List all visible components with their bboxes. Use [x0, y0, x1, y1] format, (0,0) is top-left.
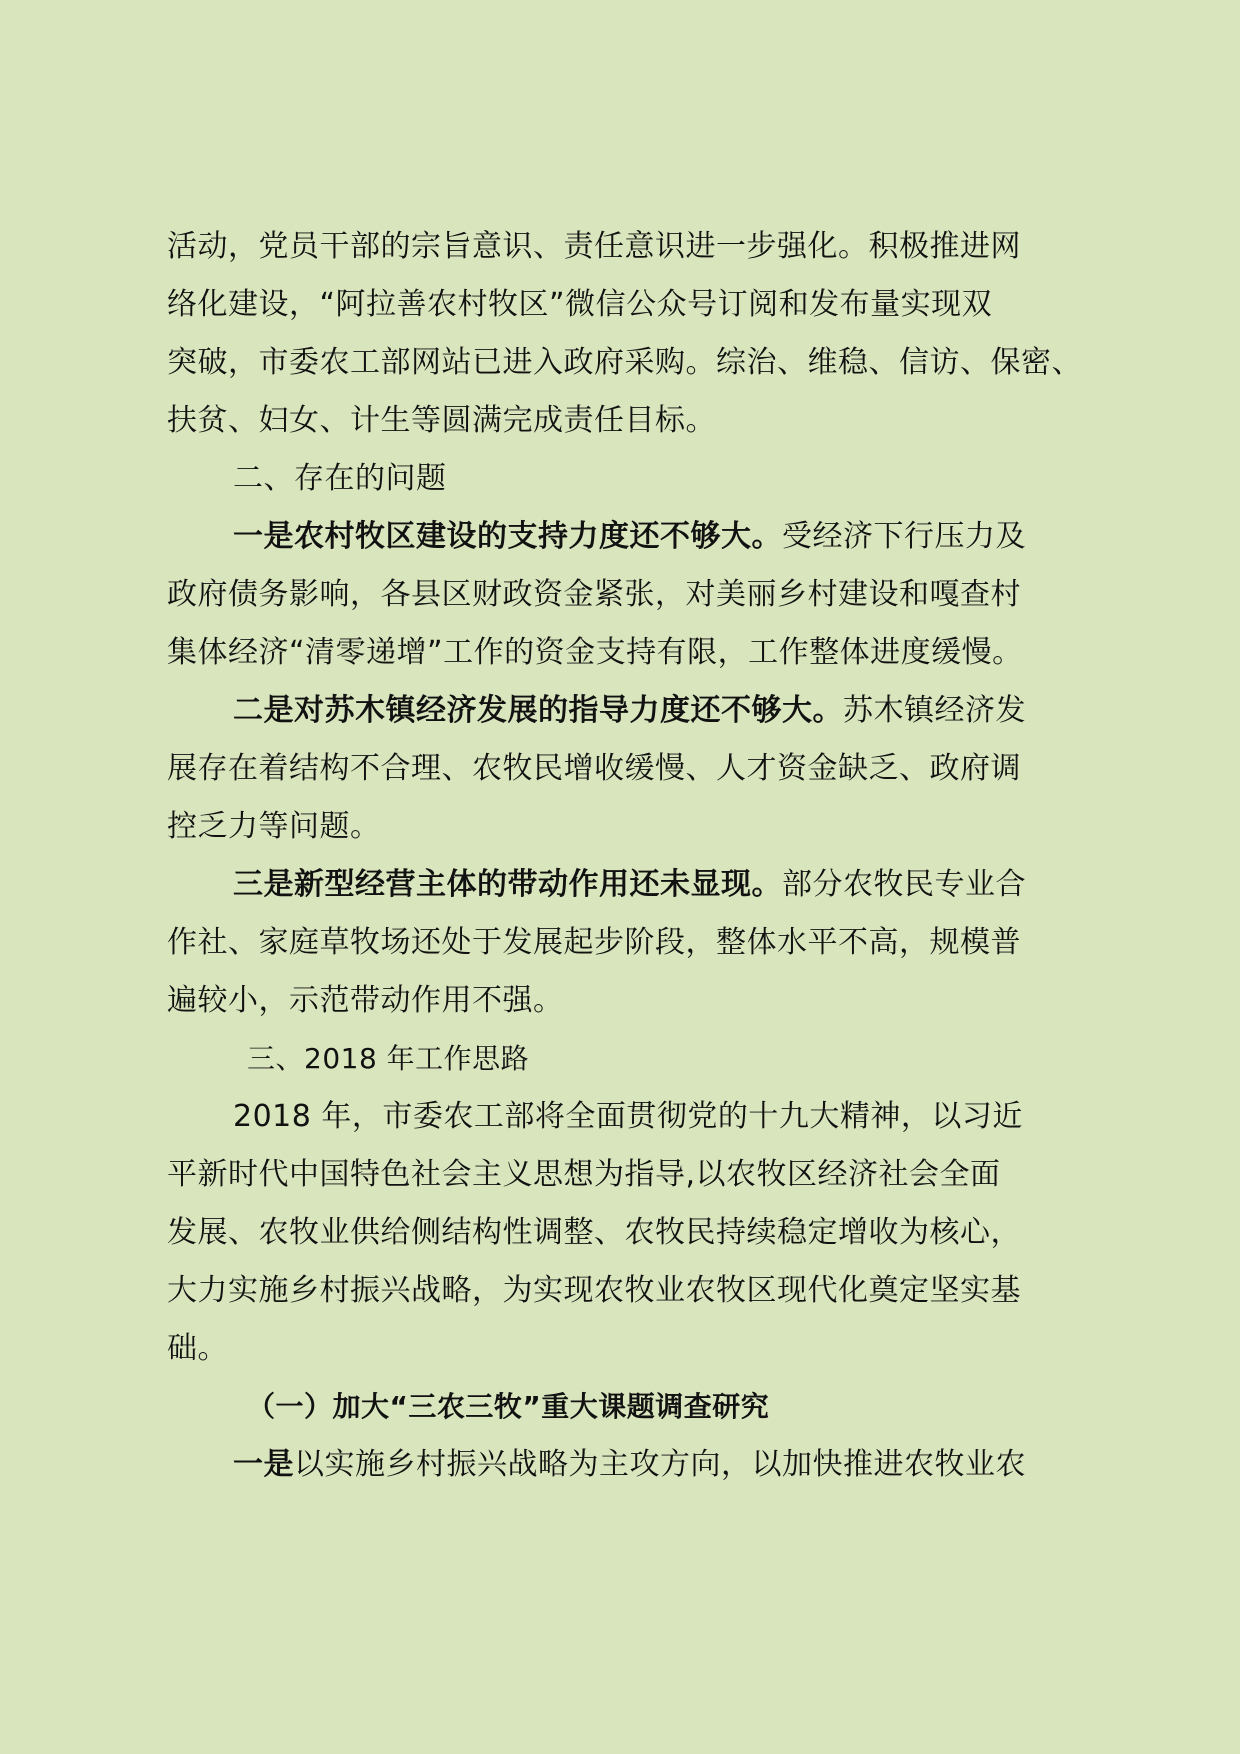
section-heading-plan: 三、2018 年工作思路 — [247, 1042, 530, 1075]
paragraph-line: 政府债务影响，各县区财政资金紧张，对美丽乡村建设和嘎查村 — [167, 577, 1021, 612]
paragraph-line: 遍较小，示范带动作用不强。 — [167, 983, 564, 1018]
problem-1-first-line — [233, 517, 1026, 557]
paragraph-line: 平新时代中国特色社会主义思想为指导,以农牧区经济社会全面 — [167, 1157, 1001, 1192]
subheading-research: （一）加大“三农三牧”重大课题调查研究 — [247, 1390, 770, 1423]
paragraph-line: 活动，党员干部的宗旨意识、责任意识进一步强化。积极推进网 — [167, 229, 1021, 264]
item-1-line — [233, 1445, 1026, 1485]
problem-2-first-line — [233, 691, 1026, 731]
problem-2-rest: 苏木镇经济发 — [843, 693, 1026, 728]
problem-3-rest: 部分农牧民专业合 — [782, 867, 1026, 902]
problem-3-first-line — [233, 865, 1026, 905]
plan-first-line: 2018 年，市委农工部将全面贯彻党的十九大精神，以习近 — [233, 1099, 1023, 1134]
item-1-rest: 以实施乡村振兴战略为主攻方向，以加快推进农牧业农 — [294, 1447, 1026, 1482]
problem-1-lead: 一是农村牧区建设的支持力度还不够大。 — [233, 519, 782, 554]
paragraph-line: 发展、农牧业供给侧结构性调整、农牧民持续稳定增收为核心， — [167, 1215, 1021, 1250]
paragraph-line: 大力实施乡村振兴战略，为实现农牧业农牧区现代化奠定坚实基 — [167, 1273, 1021, 1308]
paragraph-line: 控乏力等问题。 — [167, 809, 381, 844]
paragraph-line: 扶贫、妇女、计生等圆满完成责任目标。 — [167, 403, 716, 438]
section-heading-problems: 二、存在的问题 — [233, 461, 447, 496]
paragraph-line: 展存在着结构不合理、农牧民增收缓慢、人才资金缺乏、政府调 — [167, 751, 1021, 786]
paragraph-line: 络化建设，“阿拉善农村牧区”微信公众号订阅和发布量实现双 — [167, 287, 993, 322]
paragraph-line: 作社、家庭草牧场还处于发展起步阶段，整体水平不高，规模普 — [167, 925, 1021, 960]
problem-2-lead: 二是对苏木镇经济发展的指导力度还不够大。 — [233, 693, 843, 728]
problem-3-lead: 三是新型经营主体的带动作用还未显现。 — [233, 867, 782, 902]
paragraph-line: 突破，市委农工部网站已进入政府采购。综治、维稳、信访、保密、 — [167, 345, 1082, 380]
item-1-lead: 一是 — [233, 1447, 294, 1482]
problem-1-rest: 受经济下行压力及 — [782, 519, 1026, 554]
paragraph-line: 集体经济“清零递增”工作的资金支持有限，工作整体进度缓慢。 — [167, 635, 1023, 670]
paragraph-line: 础。 — [167, 1331, 228, 1366]
